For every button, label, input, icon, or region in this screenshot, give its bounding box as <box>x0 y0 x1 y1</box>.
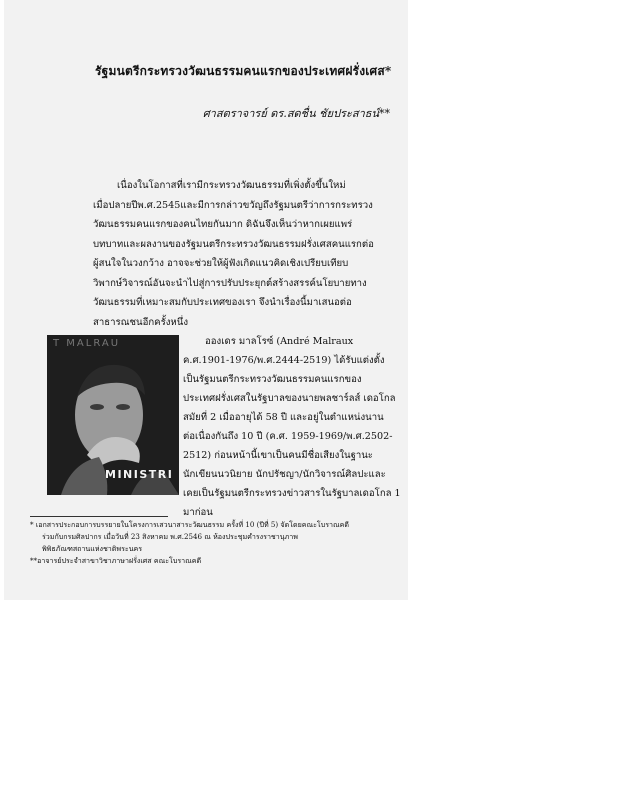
malraux-paragraph <box>183 332 401 522</box>
footnotes <box>30 519 390 567</box>
paragraph-line: อองเดร มาลโรซ์ (André Malraux <box>205 336 354 347</box>
footnote-line: **อาจารย์ประจำสาขาวิชาภาษาฝรั่งเศส คณะโบราณคดี <box>30 556 202 565</box>
photo-caption: MINISTRI <box>105 468 174 481</box>
paragraph-line: ต่อเนื่องกันถึง 10 ปี (ค.ศ. 1959-1969/พ.ศ.2502- <box>183 431 393 442</box>
paragraph-line: สาธารณชนอีกครั้งหนึ่ง <box>93 316 189 328</box>
paragraph-line: เนื่องในโอกาสที่เรามีกระทรวงวัฒนธรรมที่เพิ่งตั้งขึ้นใหม่ <box>117 180 346 191</box>
paragraph-line: มาก่อน <box>183 507 213 518</box>
author-line: ศาสตราจารย์ ดร.สดชื่น ชัยประสาธน์** <box>202 107 390 120</box>
paragraph-line: บทบาทและผลงานของรัฐมนตรีกระทรวงวัฒนธรรมฝรั่งเศสคนแรกต่อ <box>93 238 374 250</box>
paragraph-line: นักเขียนนวนิยาย นักปรัชญา/นักวิจารณ์ศิลปะและ <box>183 469 386 480</box>
paragraph-line: เป็นรัฐมนตรีกระทรวงวัฒนธรรมคนแรกของ <box>183 374 362 385</box>
article-title: รัฐมนตรีกระทรวงวัฒนธรรมคนแรกของประเทศฝรั่งเศส* <box>95 64 392 78</box>
paragraph-line: เคยเป็นรัฐมนตรีกระทรวงข่าวสารในรัฐบาลเดอโกล 1 <box>183 488 401 499</box>
malraux-portrait-photo <box>47 335 179 495</box>
paragraph-line: 2512) ก่อนหน้านี้เขาเป็นคนมีชื่อเสียงในฐานะ <box>183 450 373 461</box>
footnote-divider <box>30 516 168 517</box>
photo-band-text: T MALRAU <box>53 338 121 349</box>
paragraph-line: วิพากษ์วิจารณ์อันจะนำไปสู่การปรับประยุกต์สร้างสรรค์นโยบายทาง <box>93 277 367 289</box>
intro-paragraph <box>93 176 393 332</box>
paragraph-line: สมัยที่ 2 เมื่ออายุได้ 58 ปี และอยู่ในตำแหน่งนาน <box>183 412 384 423</box>
footnote-line: ร่วมกับกรมศิลปากร เมื่อวันที่ 23 สิงหาคม พ.ศ.2546 ณ ห้องประชุมคำรงราชานุภาพ <box>42 532 298 541</box>
footnote-line: * เอกสารประกอบการบรรยายในโครงการเสวนาสาระวัฒนธรรม ครั้งที่ 10 (ปีที่ 5) จัดโดยคณะโบราณคดี <box>30 520 349 529</box>
paragraph-line: ผู้สนใจในวงกว้าง อาจจะช่วยให้ผู้ฟังเกิดแนวคิดเชิงเปรียบเทียบ <box>93 258 349 269</box>
paragraph-line: วัฒนธรรมที่เหมาะสมกับประเทศของเรา จึงนำเรื่องนี้มาเสนอต่อ <box>93 297 352 308</box>
paragraph-line: เมื่อปลายปีพ.ศ.2545และมีการกล่าวขวัญถึงรัฐมนตรีว่าการกระทรวง <box>93 199 373 211</box>
paragraph-line: ประเทศฝรั่งเศสในรัฐบาลของนายพลชาร์ลส์ เดอโกล <box>183 393 396 404</box>
footnote-line: พิพิธภัณฑสถานแห่งชาติพระนคร <box>42 544 143 553</box>
paragraph-line: วัฒนธรรมคนแรกของคนไทยกันมาก ดิฉันจึงเห็นว่าหากเผยแพร่ <box>93 219 353 230</box>
paragraph-line: ค.ศ.1901-1976/พ.ศ.2444-2519) ได้รับแต่งตั้ง <box>183 355 385 366</box>
